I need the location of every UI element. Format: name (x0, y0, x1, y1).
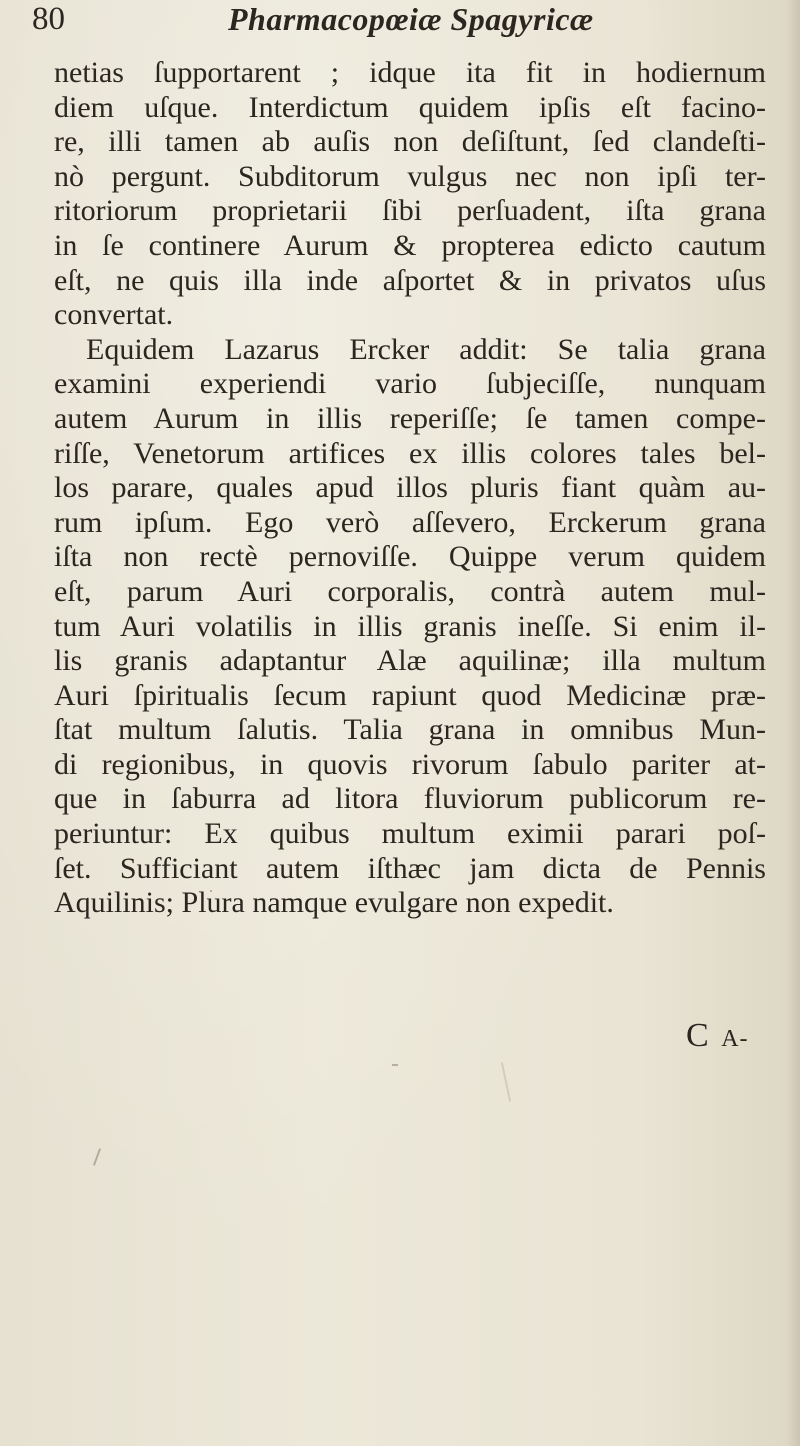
text-line: los parare, quales apud illos pluris fiant quàm au- (54, 471, 766, 505)
page-number: 80 (32, 1, 65, 37)
text-line: eſt, ne quis illa inde aſportet & in privatos uſus (54, 263, 766, 297)
paper-speck (392, 1064, 398, 1066)
text-line: di regionibus, in quovis rivorum ſabulo pariter at- (54, 747, 766, 781)
text-line: ritoriorum proprietarii ſibi perſuadent, iſta grana (54, 194, 766, 228)
catchword-rest: A- (721, 1026, 749, 1052)
text-line: nò pergunt. Subditorum vulgus nec non ipſi ter- (54, 159, 766, 193)
text-line: examini experiendi vario ſubjeciſſe, nunquam (54, 367, 766, 401)
text-line: iſta non rectè pernoviſſe. Quippe verum quidem (54, 540, 766, 574)
text-line: in ſe continere Aurum & propterea edicto cautum (54, 228, 766, 262)
catchword-initial: C (686, 1017, 711, 1054)
text-line: que in ſaburra ad litora fluviorum publicorum re- (54, 782, 766, 816)
paragraph-start-line: Equidem Lazarus Ercker addit: Se talia grana (86, 332, 766, 366)
text-line: netias ſupportarent ; idque ita fit in hodiernum (54, 56, 766, 89)
running-title: Pharmacopœiæ Spagyricæ (228, 1, 594, 37)
page-header (32, 0, 772, 44)
text-line: re, illi tamen ab auſis non deſiſtunt, ſed clandeſti- (54, 125, 766, 159)
text-line: riſſe, Venetorum artifices ex illis colores tales bel- (54, 436, 766, 470)
body-text (54, 56, 766, 921)
catchword (686, 1016, 749, 1059)
paper-speck (501, 1062, 511, 1102)
page-edge-shadow (786, 0, 800, 1446)
text-line: diem uſque. Interdictum quidem ipſis eſt facino- (54, 90, 766, 124)
paper-speck (93, 1148, 101, 1166)
text-line: autem Aurum in illis reperiſſe; ſe tamen compe- (54, 401, 766, 435)
text-line: rum ipſum. Ego verò aſſevero, Erckerum grana (54, 505, 766, 539)
text-line: ſet. Sufficiant autem iſthæc jam dicta de Pennis (54, 851, 766, 885)
paragraph-end-line: Aquilinis; Plura namque evulgare non expedit. (54, 886, 614, 920)
text-line: Auri ſpiritualis ſecum rapiunt quod Medicinæ præ- (54, 678, 766, 712)
text-line: periuntur: Ex quibus multum eximii parari poſ- (54, 817, 766, 851)
text-line: eſt, parum Auri corporalis, contrà autem mul- (54, 574, 766, 608)
text-line: ſtat multum ſalutis. Talia grana in omnibus Mun- (54, 713, 766, 747)
paper-speck (210, 890, 212, 892)
text-line: tum Auri volatilis in illis granis ineſſe. Si enim il- (54, 609, 766, 643)
paragraph-end-line: convertat. (54, 298, 174, 332)
text-line: lis granis adaptantur Alæ aquilinæ; illa multum (54, 644, 766, 678)
